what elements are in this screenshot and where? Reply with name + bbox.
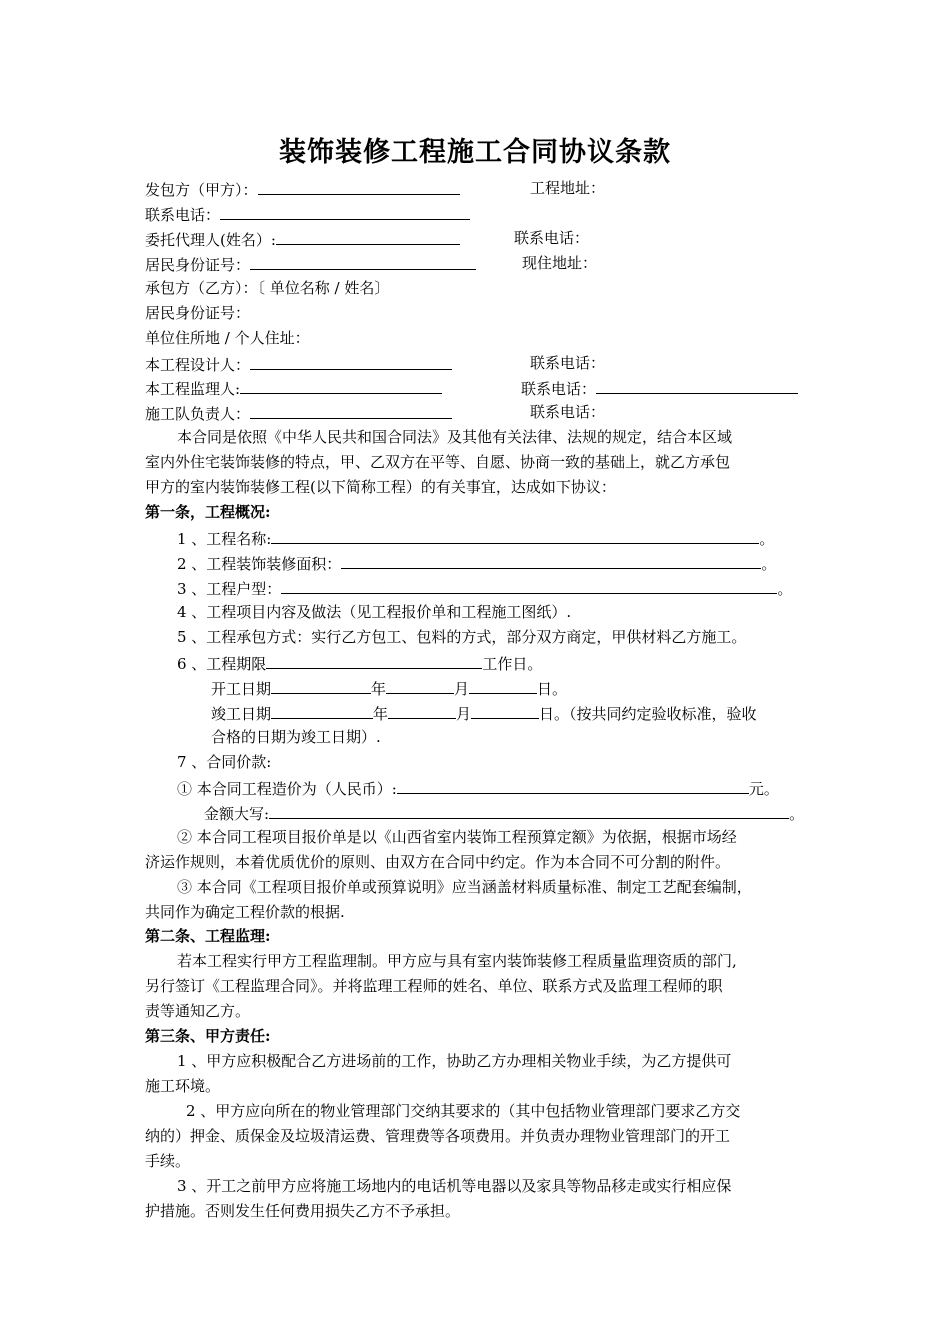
finish-note-2: 合格的日期为竣工日期）. [211,728,381,746]
article2-line-3: 责等通知乙方。 [145,1002,251,1020]
start-year-blank [271,677,371,694]
workdays-label: 工作日。 [482,655,543,673]
crew-blank [250,402,452,419]
intro-line-1: 本合同是依照《中华人民共和国合同法》及其他有关法律、法规的规定，结合本区域 [177,428,733,446]
finish-day-blank [471,702,539,719]
yuan-label: 元。 [748,780,779,798]
supervisor-phone-blank [596,377,798,394]
article3-item1-line-2: 施工环境。 [145,1077,221,1095]
crew-line [145,402,452,424]
intro-line-3: 甲方的室内装饰装修工程(以下简称工程）的有关事宜，达成如下协议： [145,478,616,496]
article1-item6 [177,652,542,674]
period: 。 [759,530,775,548]
article1-item5: 5 、工程承包方式：实行乙方包工、包料的方式，部分双方商定，甲供材料乙方施工。 [177,628,747,646]
article3-item1-line-1: 1 、甲方应积极配合乙方进场前的工作，协助乙方办理相关物业手续，为乙方提供可 [177,1052,732,1070]
article2-line-1: 若本工程实行甲方工程监理制。甲方应与具有室内装饰装修工程质量监理资质的部门, [177,952,737,970]
day-label: 日。 [537,680,568,698]
month-label: 月 [454,680,470,698]
id-line [145,253,476,275]
contractor-id-label: 居民身份证号： [145,304,251,322]
period: 。 [761,555,777,573]
contractor-label: 承包方（乙方）：〔 单位名称 / 姓名〕 [145,279,390,297]
employer-line [145,178,460,200]
supervisor-label: 本工程监理人: [145,380,241,398]
article1-item7: 7 、合同价款: [177,753,272,771]
finish-note: 日。（按共同约定验收标准，验收 [539,705,757,723]
agent-line [145,228,460,250]
article3-item3-line-2: 护措施。否则发生任何费用损失乙方不予承担。 [145,1202,461,1220]
layout-blank [281,577,777,594]
term-label: 6 、工程期限 [177,655,267,673]
price-blank [397,777,749,794]
article1-item3 [177,577,792,599]
month-label: 月 [456,705,472,723]
designer-label: 本工程设计人： [145,356,251,374]
supervisor-phone-line [521,377,798,399]
phone-blank [220,203,470,220]
project-name-label: 1 、工程名称: [177,530,272,548]
area-blank [341,552,761,569]
article3-item2-line-1: 2 、甲方应向所在的物业管理部门交纳其要求的（其中包括物业管理部门要求乙方交 [186,1102,741,1120]
employer-label: 发包方（甲方）： [145,181,258,199]
article1-heading: 第一条，工程概况: [145,503,271,521]
article3-item2-line-3: 手续。 [145,1152,191,1170]
supervisor-phone-label: 联系电话： [521,380,597,398]
start-date-label: 开工日期 [211,680,272,698]
agent-phone-label: 联系电话： [514,229,590,247]
employer-blank [258,178,460,195]
crew-label: 施工队负责人： [145,405,251,423]
article2-line-2: 另行签订《工程监理合同》。并将监理工程师的姓名、单位、联系方式及监理工程师的职 [145,977,723,995]
amount-blank [269,802,789,819]
start-date-line [211,677,567,699]
clause2-line-2: 济运作规则，本着优质优价的原则、由双方在合同中约定。作为本合同不可分割的附件。 [145,853,731,871]
crew-phone-label: 联系电话： [530,403,606,421]
agent-label: 委托代理人(姓名）: [145,231,276,249]
document-title: 装饰装修工程施工合同协议条款 [279,137,671,168]
year-label: 年 [373,705,389,723]
year-label: 年 [371,680,387,698]
phone-label: 联系电话： [145,206,221,224]
term-blank [266,652,482,669]
amount-line [204,802,804,824]
start-month-blank [386,677,454,694]
area-label: 2 、工程装饰装修面积： [177,555,342,573]
id-label: 居民身份证号： [145,256,251,274]
id-blank [250,253,476,270]
layout-label: 3 、工程户型： [177,580,282,598]
period: 。 [789,805,805,823]
finish-month-blank [388,702,456,719]
finish-date-label: 竣工日期 [211,705,272,723]
clause2-line-1: ② 本合同工程项目报价单是以《山西省室内装饰工程预算定额》为依据，根据市场经 [177,828,737,846]
finish-year-blank [271,702,373,719]
agent-blank [276,228,460,245]
start-day-blank [469,677,537,694]
article1-item1 [177,527,774,549]
article1-item2 [177,552,776,574]
article2-heading: 第二条、工程监理: [145,927,271,945]
clause3-line-1: ③ 本合同《工程项目报价单或预算说明》应当涵盖材料质量标准、制定工艺配套编制， [177,878,752,896]
article3-item2-line-2: 纳的）押金、质保金及垃圾清运费、管理费等各项费用。并负责办理物业管理部门的开工 [145,1127,731,1145]
contractor-address-label: 单位住所地 / 个人住址： [145,329,310,347]
supervisor-line [145,377,442,399]
designer-blank [250,353,452,370]
project-address-label: 工程地址： [530,179,606,197]
finish-date-line [211,702,757,724]
article3-heading: 第三条、甲方责任: [145,1027,271,1045]
project-name-blank [271,527,759,544]
clause3-line-2: 共同作为确定工程价款的根据. [145,903,345,921]
designer-phone-label: 联系电话： [530,354,606,372]
article3-item3-line-1: 3 、开工之前甲方应将施工场地内的电话机等电器以及家具等物品移走或实行相应保 [177,1177,732,1195]
amount-label: 金额大写: [204,805,270,823]
intro-line-2: 室内外住宅装饰装修的特点，甲、乙双方在平等、自愿、协商一致的基础上，就乙方承包 [145,453,731,471]
phone-line [145,203,470,225]
price-label: ① 本合同工程造价为（人民币）: [177,780,397,798]
designer-line [145,353,452,375]
supervisor-blank [240,377,442,394]
period: 。 [777,580,793,598]
price-line [177,777,779,799]
residence-label: 现住地址： [522,254,598,272]
article1-item4: 4 、工程项目内容及做法（见工程报价单和工程施工图纸）. [177,603,572,621]
